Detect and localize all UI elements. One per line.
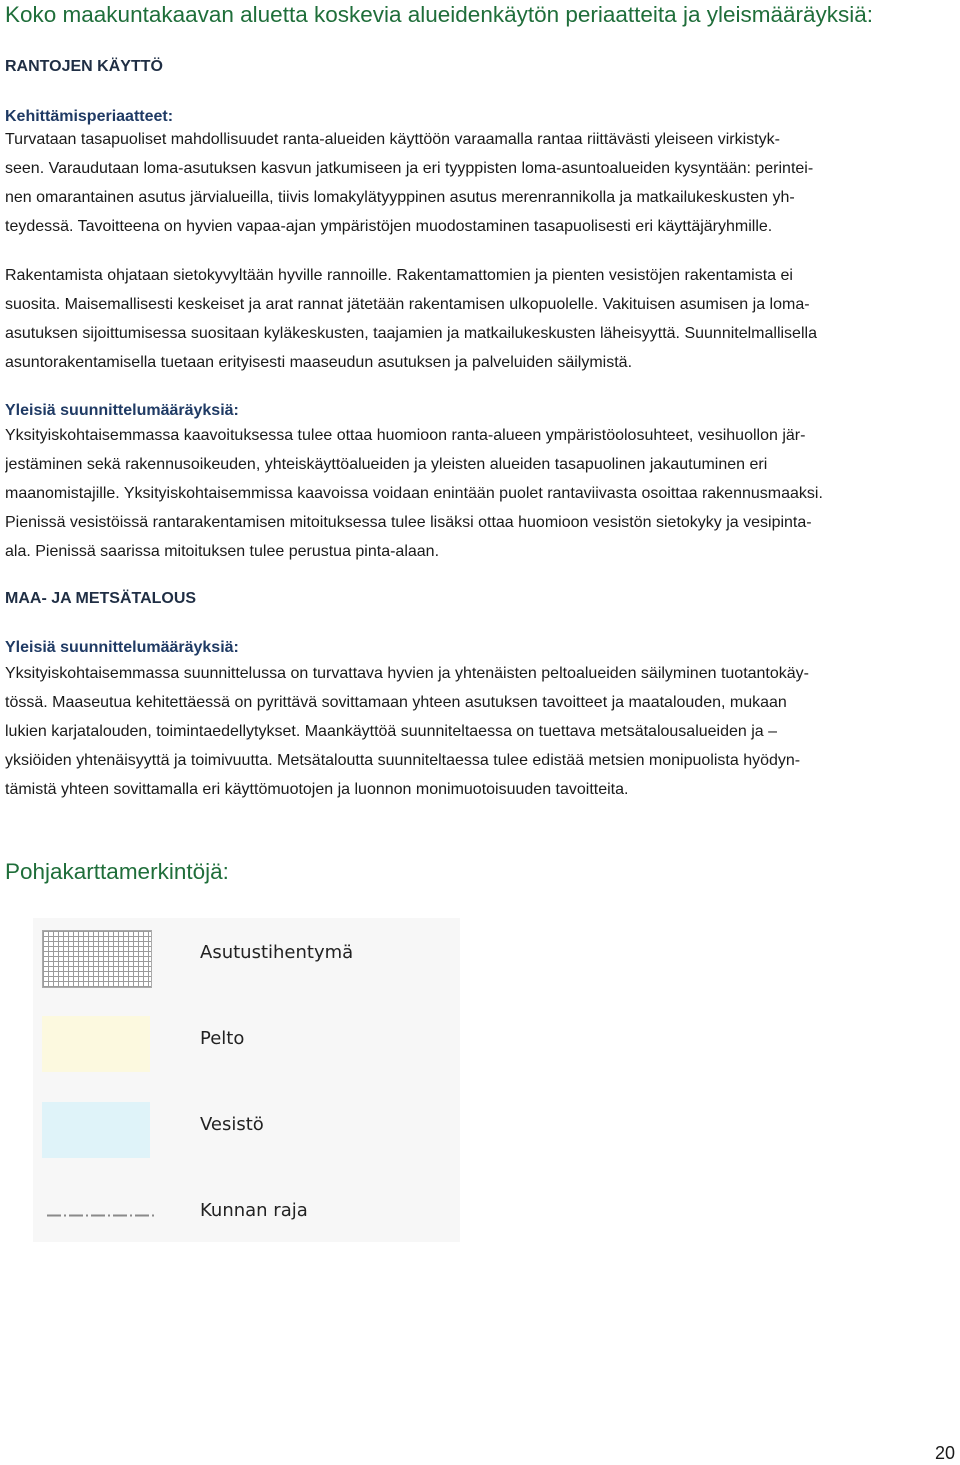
page-number: 20 xyxy=(934,1443,955,1463)
text-line: tämistä yhteen sovittamalla eri käyttömuotojen ja luonnon monimuotoisuuden tavoitteita. xyxy=(5,781,629,798)
section-heading-rannat: RANTOJEN KÄYTTÖ xyxy=(5,58,163,75)
section-heading-maa: MAA- JA METSÄTALOUS xyxy=(5,590,197,607)
paragraph-maa-1 xyxy=(5,659,950,804)
text-line: yksiöiden yhtenäisyyttä ja toimivuutta. Metsätaloutta suunniteltaessa tulee edistää metsien monipuolista hyödyn- xyxy=(5,752,801,769)
water-swatch-icon xyxy=(42,1102,150,1158)
legend-item-vesisto xyxy=(33,1090,460,1170)
text-line: asuntorakentamisella tuetaan erityisesti maaseudun asutuksen ja palveluiden säilymistä. xyxy=(5,354,633,371)
paragraph-rannat-2 xyxy=(5,261,950,377)
field-swatch-icon xyxy=(42,1016,150,1072)
text-line: ala. Pienissä saarissa mitoituksen tulee perustua pinta-alaan. xyxy=(5,543,440,560)
legend-title: Pohjakarttamerkintöjä: xyxy=(5,859,229,884)
text-line: asutuksen sijoittumisessa suositaan kyläkeskusten, taajamien ja matkailukeskusten läheisyyttä. Suunnitelmallisella xyxy=(5,325,817,342)
text-line: Yksityiskohtaisemmassa kaavoituksessa tulee ottaa huomioon ranta-alueen ympäristöolosuhteet, vesihuollon jär- xyxy=(5,427,806,444)
grid-swatch-icon xyxy=(42,930,152,988)
text-line: maanomistajille. Yksityiskohtaisemmissa kaavoissa voidaan enintään puolet rantaviivasta osoittaa rakennusmaaksi. xyxy=(5,485,823,502)
legend-label: Asutustihentymä xyxy=(200,942,354,963)
legend-label: Vesistö xyxy=(200,1114,264,1135)
general-heading-rannat: Yleisiä suunnittelumääräyksiä: xyxy=(5,402,239,419)
paragraph-rannat-3 xyxy=(5,421,950,566)
general-heading-maa: Yleisiä suunnittelumääräyksiä: xyxy=(5,639,239,656)
boundary-line-icon xyxy=(47,1214,155,1217)
text-line: Turvataan tasapuoliset mahdollisuudet ranta-alueiden käyttöön varaamalla rantaa riittävästi yleiseen virkistyk- xyxy=(5,131,780,148)
text-line: teydessä. Tavoitteena on hyvien vapaa-ajan ympäristöjen muodostaminen tasapuolisesti eri käyttäjäryhmille. xyxy=(5,218,773,235)
paragraph-rannat-1 xyxy=(5,125,950,241)
page-title: Koko maakuntakaavan aluetta koskevia alueidenkäytön periaatteita ja yleismääräyksiä: xyxy=(5,2,874,27)
legend-item-asutustihentyma xyxy=(33,918,460,998)
text-line: tössä. Maaseutua kehitettäessä on pyrittävä sovittamaan yhteen asutuksen tavoitteet ja maatalouden, mukaan xyxy=(5,694,787,711)
text-line: suosita. Maisemallisesti keskeiset ja arat rannat jätetään rakentamisen ulkopuolelle. Vakituisen asumisen ja loma- xyxy=(5,296,810,313)
text-line: nen omarantainen asutus järvialueilla, tiivis lomakylätyyppinen asutus merenrannikolla ja matkailukeskusten yh- xyxy=(5,189,795,206)
legend-label: Pelto xyxy=(200,1028,245,1049)
map-legend xyxy=(33,918,460,1242)
text-line: jestäminen sekä rakennusoikeuden, yhteiskäyttöalueiden ja yleisten alueiden tasapuolinen jakautuminen eri xyxy=(5,456,768,473)
legend-item-kunnan-raja xyxy=(33,1176,460,1256)
text-line: Pienissä vesistöissä rantarakentamisen mitoituksessa tulee lisäksi ottaa huomioon vesistön sietokyky ja vesipinta- xyxy=(5,514,812,531)
text-line: lukien karjatalouden, toimintaedellytykset. Maankäyttöä suunniteltaessa on tuettava metsätalousalueiden ja – xyxy=(5,723,778,740)
text-line: Yksityiskohtaisemmassa suunnittelussa on turvattava hyvien ja yhtenäisten peltoalueiden säilyminen tuotantokäy- xyxy=(5,665,809,682)
text-line: Rakentamista ohjataan sietokyvyltään hyville rannoille. Rakentamattomien ja pienten vesistöjen rakentamista ei xyxy=(5,267,793,284)
legend-label: Kunnan raja xyxy=(200,1200,308,1221)
principles-heading: Kehittämisperiaatteet: xyxy=(5,108,174,125)
legend-item-pelto xyxy=(33,1004,460,1084)
text-line: seen. Varaudutaan loma-asutuksen kasvun jatkumiseen ja eri tyyppisten loma-asuntoalueiden kysyntään: perintei- xyxy=(5,160,814,177)
